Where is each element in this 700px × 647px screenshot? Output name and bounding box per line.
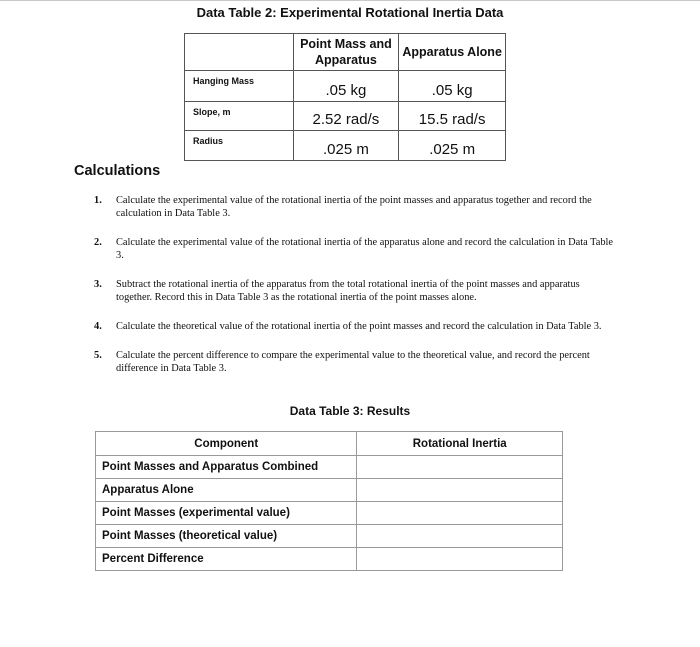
calculations-list bbox=[94, 194, 618, 391]
table2-header-apparatus: Apparatus Alone bbox=[399, 34, 506, 71]
component-label: Point Masses (theoretical value) bbox=[96, 525, 357, 548]
item-text: Calculate the percent difference to compare the experimental value to the theoretical value, and record the percent difference in Data Table 3. bbox=[116, 350, 590, 374]
table-row bbox=[96, 502, 563, 525]
table-row bbox=[96, 479, 563, 502]
item-number: 5. bbox=[94, 350, 102, 361]
rotational-inertia-cell bbox=[357, 456, 563, 479]
list-item bbox=[94, 349, 618, 375]
component-label: Point Masses and Apparatus Combined bbox=[96, 456, 357, 479]
apparatus-value: .025 m bbox=[399, 131, 506, 161]
item-text: Calculate the theoretical value of the rotational inertia of the point masses and record the calculation in Data Table 3. bbox=[116, 321, 602, 332]
table2-header-empty bbox=[185, 34, 294, 71]
item-text: Calculate the experimental value of the rotational inertia of the point masses and apparatus together and record the calculation in Data Table 3. bbox=[116, 195, 592, 219]
component-label: Apparatus Alone bbox=[96, 479, 357, 502]
table2-title: Data Table 2: Experimental Rotational Inertia Data bbox=[196, 5, 504, 20]
list-item bbox=[94, 278, 618, 304]
list-item bbox=[94, 320, 618, 333]
rotational-inertia-cell bbox=[357, 502, 563, 525]
table3-header-rotational-inertia: Rotational Inertia bbox=[357, 432, 563, 456]
point-mass-value: 2.52 rad/s bbox=[293, 102, 399, 131]
item-number: 4. bbox=[94, 321, 102, 332]
results-table bbox=[95, 431, 563, 571]
table2-row-hanging-mass bbox=[185, 71, 506, 102]
table2-header-point-mass: Point Mass and Apparatus bbox=[293, 34, 399, 71]
apparatus-value: 15.5 rad/s bbox=[399, 102, 506, 131]
row-label: Radius bbox=[185, 131, 294, 161]
component-label: Percent Difference bbox=[96, 548, 357, 571]
rotational-inertia-cell bbox=[357, 479, 563, 502]
row-label: Slope, m bbox=[185, 102, 294, 131]
item-number: 1. bbox=[94, 195, 102, 206]
table-row bbox=[96, 456, 563, 479]
table3-header-row bbox=[96, 432, 563, 456]
experimental-data-table bbox=[184, 33, 506, 161]
row-label: Hanging Mass bbox=[185, 71, 294, 102]
item-number: 2. bbox=[94, 237, 102, 248]
list-item bbox=[94, 236, 618, 262]
list-item bbox=[94, 194, 618, 220]
table2-header-row bbox=[185, 34, 506, 71]
table-row bbox=[96, 525, 563, 548]
point-mass-value: .05 kg bbox=[293, 71, 399, 102]
table2-row-radius bbox=[185, 131, 506, 161]
rotational-inertia-cell bbox=[357, 525, 563, 548]
component-label: Point Masses (experimental value) bbox=[96, 502, 357, 525]
table-row bbox=[96, 548, 563, 571]
top-divider bbox=[0, 0, 700, 1]
item-number: 3. bbox=[94, 279, 102, 290]
item-text: Calculate the experimental value of the rotational inertia of the apparatus alone and record the calculation in Data Table 3. bbox=[116, 237, 614, 261]
table3-header-component: Component bbox=[96, 432, 357, 456]
table2-row-slope bbox=[185, 102, 506, 131]
point-mass-value: .025 m bbox=[293, 131, 399, 161]
rotational-inertia-cell bbox=[357, 548, 563, 571]
item-text: Subtract the rotational inertia of the apparatus from the total rotational inertia of the point masses and apparatus together. Record this in Data Table 3 as the rotational inertia of the point masses alone. bbox=[116, 279, 580, 303]
calculations-heading: Calculations bbox=[74, 163, 161, 179]
table3-title: Data Table 3: Results bbox=[289, 404, 411, 418]
apparatus-value: .05 kg bbox=[399, 71, 506, 102]
